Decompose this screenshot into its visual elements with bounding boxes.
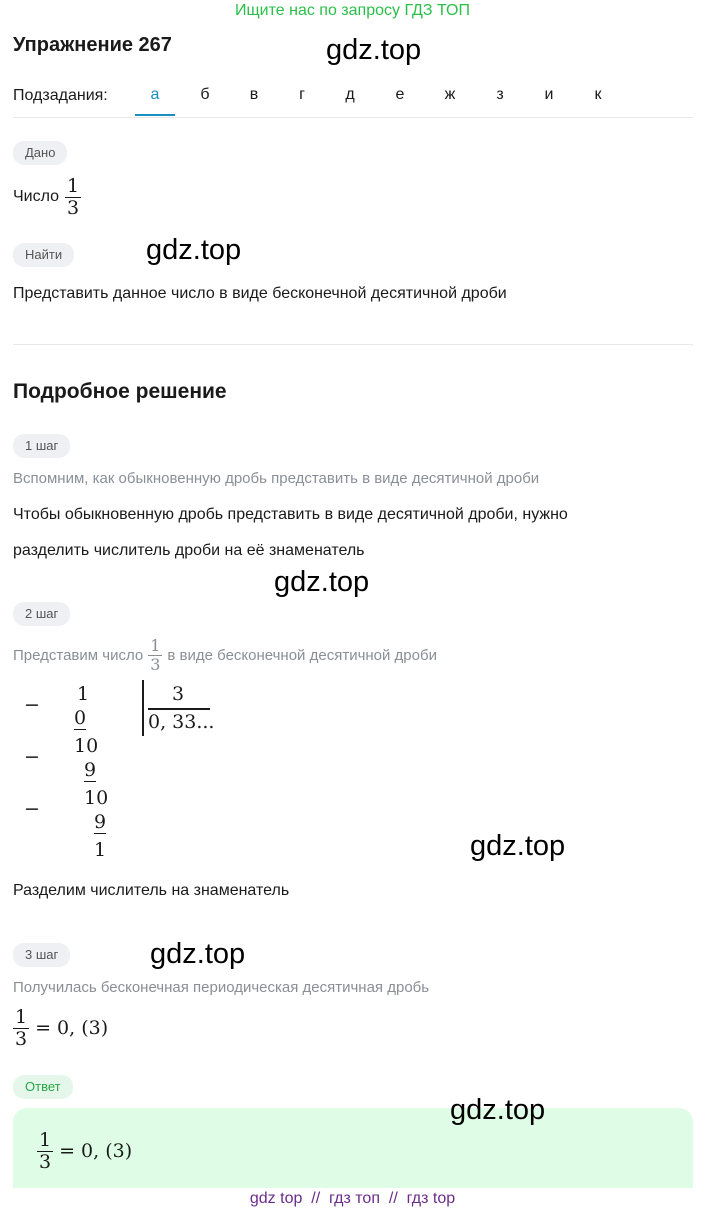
division-vertical-line — [142, 680, 144, 736]
answer-fraction — [37, 1130, 53, 1173]
step3-result: = 0, (3) — [35, 1017, 109, 1039]
section-divider — [13, 344, 693, 345]
step2-chip: 2 шаг — [13, 602, 70, 626]
given-prefix: Число — [13, 188, 60, 205]
watermark: gdz.top — [146, 234, 242, 266]
given-text — [13, 172, 81, 222]
answer-denominator: 3 — [39, 1150, 52, 1173]
search-banner[interactable]: Ищите нас по запросу ГДЗ ТОП — [235, 2, 470, 19]
answer-numerator: 1 — [39, 1128, 52, 1151]
tab-i[interactable]: и — [544, 86, 554, 103]
step3-numerator: 1 — [15, 1005, 28, 1028]
watermark: gdz.top — [470, 830, 566, 862]
step1-line1: Чтобы обыкновенную дробь представить в виде десятичной дроби, нужно — [13, 506, 568, 523]
division-row: 9 — [84, 759, 97, 781]
solution-heading: Подробное решение — [13, 380, 227, 403]
division-row: 1 — [94, 839, 107, 861]
step2-caption: Разделим числитель на знаменатель — [13, 882, 290, 899]
step2-hint — [13, 632, 437, 678]
step1-line2: разделить числитель дроби на её знаменатель — [13, 542, 365, 559]
division-quotient: 0, 33... — [148, 711, 215, 733]
page-title: Упражнение 267 — [13, 34, 172, 56]
answer-result: = 0, (3) — [59, 1140, 133, 1162]
step3-hint: Получилась бесконечная периодическая десятичная дробь — [13, 979, 430, 996]
division-row: 10 — [74, 735, 99, 757]
division-minus: − — [24, 694, 40, 716]
step2-hint-numerator: 1 — [150, 635, 161, 655]
division-row: 10 — [84, 787, 109, 809]
footer-links[interactable]: gdz top // гдз топ // гдз top — [249, 1190, 456, 1207]
division-divisor: 3 — [172, 683, 185, 705]
division-minus: − — [24, 746, 40, 768]
tab-a[interactable]: а — [135, 86, 175, 116]
answer-chip: Ответ — [13, 1075, 73, 1099]
tab-b[interactable]: б — [200, 86, 210, 103]
step3-chip: 3 шаг — [13, 943, 70, 967]
tab-z[interactable]: з — [496, 86, 504, 103]
find-text: Представить данное число в виде бесконечной десятичной дроби — [13, 285, 507, 302]
subtasks-label: Подзадания: — [13, 87, 108, 104]
watermark: gdz.top — [274, 566, 370, 598]
tab-zh[interactable]: ж — [444, 86, 456, 103]
watermark: gdz.top — [150, 938, 246, 970]
division-minus: − — [24, 798, 40, 820]
division-row: 9 — [94, 811, 107, 833]
watermark: gdz.top — [326, 34, 422, 66]
division-row: 1 — [77, 683, 90, 705]
find-chip: Найти — [13, 243, 74, 267]
tab-g[interactable]: г — [299, 86, 305, 103]
division-horizontal-line — [148, 708, 210, 710]
given-fraction — [65, 176, 81, 219]
tab-d[interactable]: д — [345, 86, 355, 103]
step2-hint-before: Представим число — [13, 646, 144, 664]
watermark: gdz.top — [450, 1094, 546, 1126]
long-division — [0, 680, 260, 865]
subtasks-row — [13, 86, 693, 118]
step1-hint: Вспомним, как обыкновенную дробь представить в виде десятичной дроби — [13, 470, 540, 487]
tab-k[interactable]: к — [594, 86, 602, 103]
division-row: 0 — [74, 707, 87, 729]
given-chip: Дано — [13, 141, 67, 165]
step2-hint-denominator: 3 — [150, 654, 161, 674]
given-numerator: 1 — [67, 174, 80, 197]
step3-denominator: 3 — [15, 1027, 28, 1050]
tab-e[interactable]: е — [395, 86, 405, 103]
step2-hint-fraction — [148, 637, 162, 673]
step1-chip: 1 шаг — [13, 434, 70, 458]
given-denominator: 3 — [67, 196, 80, 219]
step3-fraction — [13, 1007, 29, 1050]
answer-equation — [37, 1125, 132, 1177]
tab-v[interactable]: в — [249, 86, 259, 103]
step3-equation — [13, 1002, 108, 1054]
step2-hint-after: в виде бесконечной десятичной дроби — [167, 646, 437, 664]
